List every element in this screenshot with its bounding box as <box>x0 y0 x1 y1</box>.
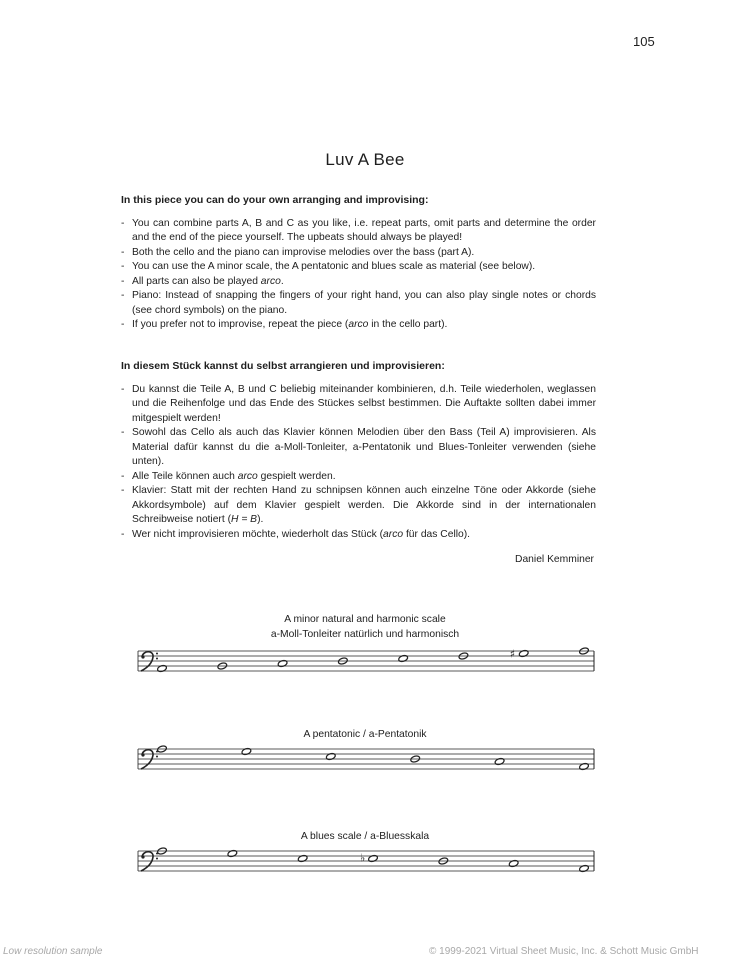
list-item: - All parts can also be played arco. <box>121 275 596 290</box>
caption-line-en: A pentatonic / a-Pentatonik <box>303 729 427 740</box>
list-item: - Sowohl das Cello als auch das Klavier können Melodien über den Bass (Teil A) improvisieren. Als Material dafür kannst du die a-Moll-Tonleiter, a-Pentatonik und Blues-Tonleiter verwenden (siehe unten). <box>121 426 596 470</box>
english-instructions <box>121 193 596 333</box>
german-instructions <box>121 359 596 542</box>
list-item: - You can combine parts A, B and C as you like, i.e. repeat parts, omit parts and determine the order and the end of the piece yourself. The upbeats should always be played! <box>121 217 596 246</box>
caption-line-en: A blues scale / a-Bluesskala <box>300 831 430 842</box>
list-item: - Both the cello and the piano can improvise melodies over the bass (part A). <box>121 246 596 261</box>
author-name: Daniel Kemminer <box>515 554 594 565</box>
list-item: - You can use the A minor scale, the A pentatonic and blues scale as material (see below). <box>121 260 596 275</box>
list-item: - If you prefer not to improvise, repeat the piece (arco in the cello part). <box>121 318 596 333</box>
list-item: - Wer nicht improvisieren möchte, wiederholt das Stück (arco für das Cello). <box>121 528 596 543</box>
bass-clef-dot <box>156 658 158 660</box>
german-list <box>121 383 596 543</box>
list-item: - Klavier: Statt mit der rechten Hand zu schnipsen können auch einzelne Töne oder Akkorde (siehe Akkordsymbole) auf dem Klavier gespielt werden. Die Akkorde sind in der internationalen Schreibweise notiert (H = B). <box>121 484 596 528</box>
staff-a-pentatonic <box>136 738 596 778</box>
sharp-icon: ♯ <box>509 647 516 661</box>
page-number: 105 <box>633 34 655 49</box>
bass-clef-dot <box>141 655 144 658</box>
list-item: - Du kannst die Teile A, B und C beliebig miteinander kombinieren, d.h. Teile wiederholen, weglassen und die Reihenfolge und das Ende des Stückes selbst bestimmen. Die Auftakte sollten dabei immer mitgespielt werden! <box>121 383 596 427</box>
list-item: - Piano: Instead of snapping the fingers of your right hand, you can also play single notes or chords (see chord symbols) on the piano. <box>121 289 596 318</box>
caption-line-en: A minor natural and harmonic scale <box>284 614 446 625</box>
piece-title: Luv A Bee <box>325 150 405 169</box>
staff-a-minor-scale <box>136 640 596 680</box>
staff-a-blues-scale <box>136 840 596 880</box>
footer-watermark-left: Low resolution sample <box>3 946 103 957</box>
bass-clef-dot <box>141 753 144 756</box>
caption-line-de: a-Moll-Tonleiter natürlich und harmonisch <box>270 628 460 640</box>
list-item: - Alle Teile können auch arco gespielt werden. <box>121 470 596 485</box>
scale-caption-minor <box>136 613 594 642</box>
bass-clef-dot <box>156 756 158 758</box>
bass-clef-dot <box>156 653 158 655</box>
german-heading: In diesem Stück kannst du selbst arrangieren und improvisieren: <box>121 360 445 372</box>
footer-copyright: © 1999-2021 Virtual Sheet Music, Inc. & Schott Music GmbH <box>429 946 699 957</box>
bass-clef-dot <box>141 855 144 858</box>
bass-clef-dot <box>156 858 158 860</box>
english-list <box>121 217 596 333</box>
flat-icon: ♭ <box>360 851 366 865</box>
english-heading: In this piece you can do your own arranging and improvising: <box>121 194 429 206</box>
